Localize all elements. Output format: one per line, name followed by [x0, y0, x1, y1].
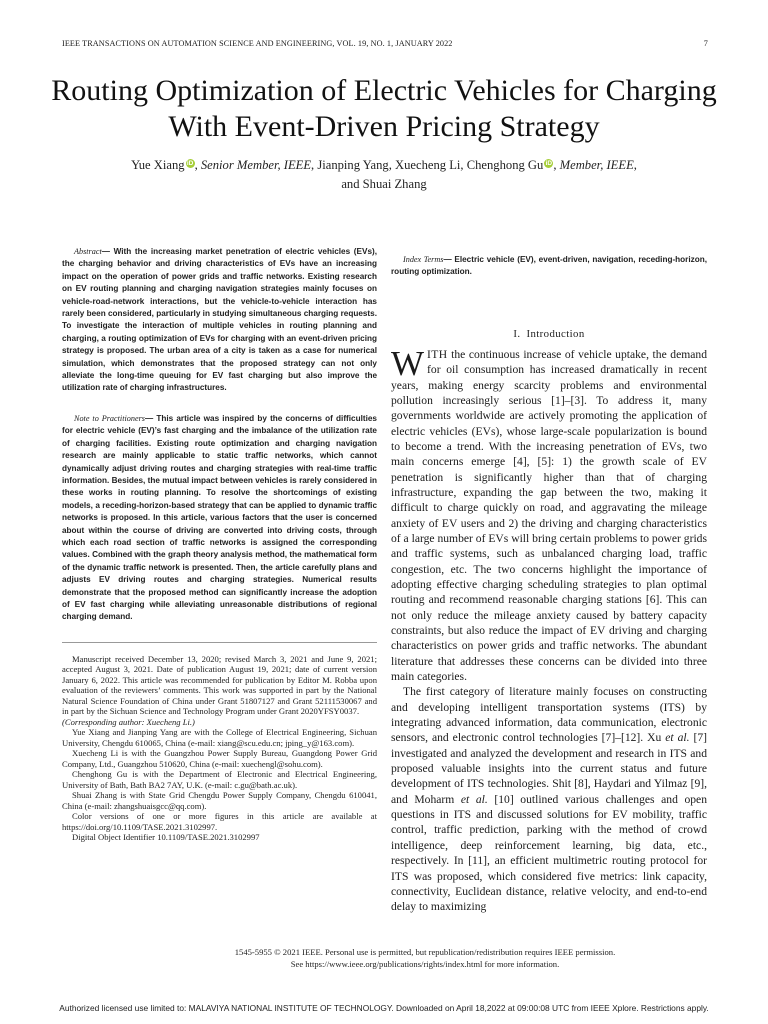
abstract-heading: Abstract: [74, 247, 102, 256]
footnotes: [62, 642, 377, 843]
journal-name: IEEE TRANSACTIONS ON AUTOMATION SCIENCE AND ENGINEERING, VOL. 19, NO. 1, JANUARY 2022: [62, 39, 453, 48]
page-number: 7: [703, 39, 708, 48]
et-al: et al.: [460, 792, 488, 806]
author-conjunction: and: [341, 177, 360, 191]
author-name: Shuai Zhang: [362, 177, 427, 191]
affiliation: Chenghong Gu is with the Department of Electronic and Electrical Engineering, University of Bath, Bath BA2 7AY, U.K. (e-mail: c.gu@bath.ac.uk).: [62, 769, 377, 790]
author-membership: Senior Member, IEEE: [200, 158, 312, 172]
orcid-icon[interactable]: iD: [545, 160, 553, 167]
copyright-line: 1545-5955 © 2021 IEEE. Personal use is permitted, but republication/redistribution requires IEEE permission.: [234, 947, 616, 957]
affiliation: Yue Xiang and Jianping Yang are with the College of Electrical Engineering, Sichuan University, Chengdu 610065, China (e-mail: xiang@scu.edu.cn; jping_y@163.com).: [62, 727, 377, 748]
color-note: Color versions of one or more figures in this article are available at https://doi.org/10.1109/TASE.2021.3102997.: [62, 811, 377, 832]
abstract: Abstract— With the increasing market penetration of electric vehicles (EVs), the charging behavior and driving characteristics of EVs have an increasing impact on the operation of power grids and traffic networks. Existing research on EV routing planning and charging navigation strategies mainly focuses on vehicle-road-network interactions, but the vehicle-to-vehicle interaction has rarely been considered, particularly in studying simultaneous charging requests. To investigate the interaction of multiple vehicles in routing planning and charging, a routing optimization of EVs for charging with an event-driven pricing strategy is proposed. The urban area of a city is taken as a case for numerical simulation, which demonstrates that the proposed strategy can not only alleviate the long-time queuing for EV fast charging but also improve the utilization rate of charging infrastructures.: [62, 247, 378, 393]
author-name: Yue Xiang: [131, 158, 185, 172]
intro-paragraph: [391, 684, 707, 914]
manuscript-info: Manuscript received December 13, 2020; revised March 3, 2021 and June 9, 2021; accepted August 3, 2021. Date of publication August 19, 2021; date of current version January 6, 2022. This article was recommended for publication by Editor M. Robba upon evaluation of the reviewers’ comments. This work was supported in part by the National Natural Science Foundation of China under Grant 51807127 and Grant 52111530067 and in part by the Sichuan Science and Technology Program under Grant 2020YFSY0037.: [62, 653, 377, 717]
intro-text: The first category of literature mainly focuses on constructing and developing intelligent transportation systems (ITS) by integrating advanced information, data communication, electronic sensors, and electronic control technologies [7]–[12]. Xu: [391, 685, 707, 745]
drop-cap: W: [391, 343, 425, 383]
running-header: [62, 39, 708, 51]
abstract-text: With the increasing market penetration of electric vehicles (EVs), the charging behavior and driving characteristics of EVs have an increasing impact on the operation of power grids and traffic networks. Existing research on EV routing planning and charging navigation strategies mainly focuses on vehicle-road-network interactions, but the vehicle-to-vehicle interaction has rarely been considered, particularly in studying simultaneous charging requests. To investigate the interaction of multiple vehicles in routing planning and charging, a routing optimization of EVs for charging with an event-driven pricing strategy is proposed. The urban area of a city is taken as a case for numerical simulation, which demonstrates that the proposed strategy can not only alleviate the long-time queuing for EV fast charging but also improve the utilization rate of charging infrastructures.: [62, 247, 378, 393]
copyright-notice: [180, 947, 670, 970]
index-terms: Index Terms— Electric vehicle (EV), event-driven, navigation, receding-horizon, routing optimization.: [391, 255, 708, 277]
intro-text: the continuous increase of vehicle uptake, the demand for oil consumption has increased dramatically in recent years, making energy scarcity problems and environmental pollution increasingly serious [1]–[3]. To address it, many governments worldwide are actively promoting the application of electric vehicles (EVs), whose large-scale popularization is bound to become a trend. With the increasing penetration of EVs, two main concerns emerge [4], [5]: 1) the growth scale of EV penetration is significantly higher than that of charging infrastructure, expanding the gap between the two, making it difficult to charge quickly on road, and aggravating the mileage anxiety of EV users and 2) the driving and charging characteristics of a large number of EVs will bring certain problems to power grids and traffic systems, such as unbalanced charging load, traffic congestion, etc. The two concerns highlight the importance of adopting effective charging scheduling strategies to plan optimal routing and recommend reasonable charging stations [6]. This can not only reduce the mileage anxiety caused by battery capacity constraints, but also reduce the impact of EV driving and charging characteristics on power grids and traffic networks. The abundant literature that addresses these concerns can be divided into three main categories.: [391, 347, 707, 684]
affiliation: Xuecheng Li is with the Guangzhou Power Supply Bureau, Guangdong Power Grid Company, Ltd., Guangzhou 510620, China (e-mail: xuechengl@sohu.com).: [62, 748, 377, 769]
et-al: et al.: [665, 731, 690, 745]
right-column: [391, 246, 707, 915]
section-heading: [391, 328, 707, 340]
author-name: Chenghong Gu: [466, 158, 544, 172]
note-heading: Note to Practitioners: [74, 413, 145, 423]
author-list: Yue Xiang iD, Senior Member, IEEE, Jianping Yang, Xuecheng Li, Chenghong Gu iD, Member, IEEE, and Shuai Zhang: [131, 158, 637, 191]
section-title: Introduction: [526, 327, 585, 340]
index-terms-heading: Index Terms: [403, 255, 444, 264]
author-name: Jianping Yang: [317, 158, 389, 172]
author-name: Xuecheng Li: [395, 158, 461, 172]
doi: Digital Object Identifier 10.1109/TASE.2021.3102997: [72, 832, 260, 843]
corresponding-author: (Corresponding author: Xuecheng Li.): [62, 716, 195, 727]
section-number: I.: [513, 327, 521, 340]
affiliation: Shuai Zhang is with State Grid Chengdu Power Supply Company, Chengdu 610041, China (e-mail: zhangshuaisgcc@qq.com).: [62, 790, 377, 811]
orcid-icon[interactable]: iD: [186, 160, 194, 167]
note-to-practitioners: Note to Practitioners— This article was inspired by the concerns of difficulties for electric vehicle (EV)’s fast charging and the imbalance of the utilization rate of charging facilities. Existing route optimization and charging navigation research are mainly applicable to static traffic networks, which cannot dynamically adjust driving routes and charging strategies with real-time traffic information. Besides, the mutual impact between vehicles is rarely considered in these works in routing planning. To resolve the shortcomings of existing models, a receding-horizon-based strategy that can be applied to dynamic traffic networks is proposed. In this article, various factors that the user is concerned about within the course of driving are converted into driving costs, through which each road section of traffic networks is assigned the corresponding values. Combined with the graph theory analysis method, the mathematical form of the dynamic traffic network is presented. Then, the article carefully plans and adjusts EV driving routes and charging strategies. Numerical results demonstrate that the proposed method can significantly increase the adoption of EV fast charging while alleviating unreasonable distributions of regional charging demand.: [62, 413, 377, 622]
paper-title: Routing Optimization of Electric Vehicles for Charging With Event-Driven Pricing Strategy: [51, 74, 717, 143]
index-terms-text: Electric vehicle (EV), event-driven, navigation, receding-horizon, routing optimization.: [391, 255, 708, 277]
intro-text: [7] investigated and analyzed the development and research in ITS and proposed valuable insights into the current status and future development of ITS technologies. Shit [8], Haydari and Yilmaz [9], and Moharm: [391, 731, 707, 806]
rights-link[interactable]: See https://www.ieee.org/publications/rights/index.html for more information.: [290, 958, 560, 969]
intro-text: [10] outlined various challenges and open questions in ITS and discussed solutions for EV mobility, traffic control, traffic prediction, parking with the method of crowd intelligence, deep reinforcement learning, big data, etc., respectively. In [11], an efficient multimetric routing protocol for ITS was proposed, which considered five metrics: link capacity, connectivity, Euclidean distance, relative velocity, and end-to-end delay to maximizing: [391, 792, 708, 914]
author-membership: Member, IEEE: [559, 158, 634, 172]
license-footer: Authorized licensed use limited to: MALAVIYA NATIONAL INSTITUTE OF TECHNOLOGY. Downloaded on April 18,2022 at 09:00:08 UTC from IEEE Xplore. Restrictions apply.: [59, 1003, 709, 1013]
left-column: [62, 246, 377, 843]
drop-cap-rest: ITH: [427, 347, 448, 361]
intro-paragraph: [391, 343, 707, 685]
note-text: This article was inspired by the concerns of difficulties for electric vehicle (EV)’s fast charging and the imbalance of the utilization rate of charging facilities. Existing route optimization and charging navigation research are mainly applicable to static traffic networks, which cannot dynamically adjust driving routes and charging strategies with real-time traffic information. Besides, the mutual impact between vehicles is rarely considered in these works in routing planning. To resolve the shortcomings of existing models, a receding-horizon-based strategy that can be applied to dynamic traffic networks is proposed. In this article, various factors that the user is concerned about within the course of driving are converted into driving costs, through which each road section of traffic networks is assigned the corresponding values. Combined with the graph theory analysis method, the mathematical form of the dynamic traffic network is presented. Then, the article carefully plans and adjusts EV driving routes and charging strategies. Numerical results demonstrate that the proposed method can significantly increase the adoption of EV fast charging while alleviating unreasonable distributions of regional charging demand.: [62, 413, 377, 622]
